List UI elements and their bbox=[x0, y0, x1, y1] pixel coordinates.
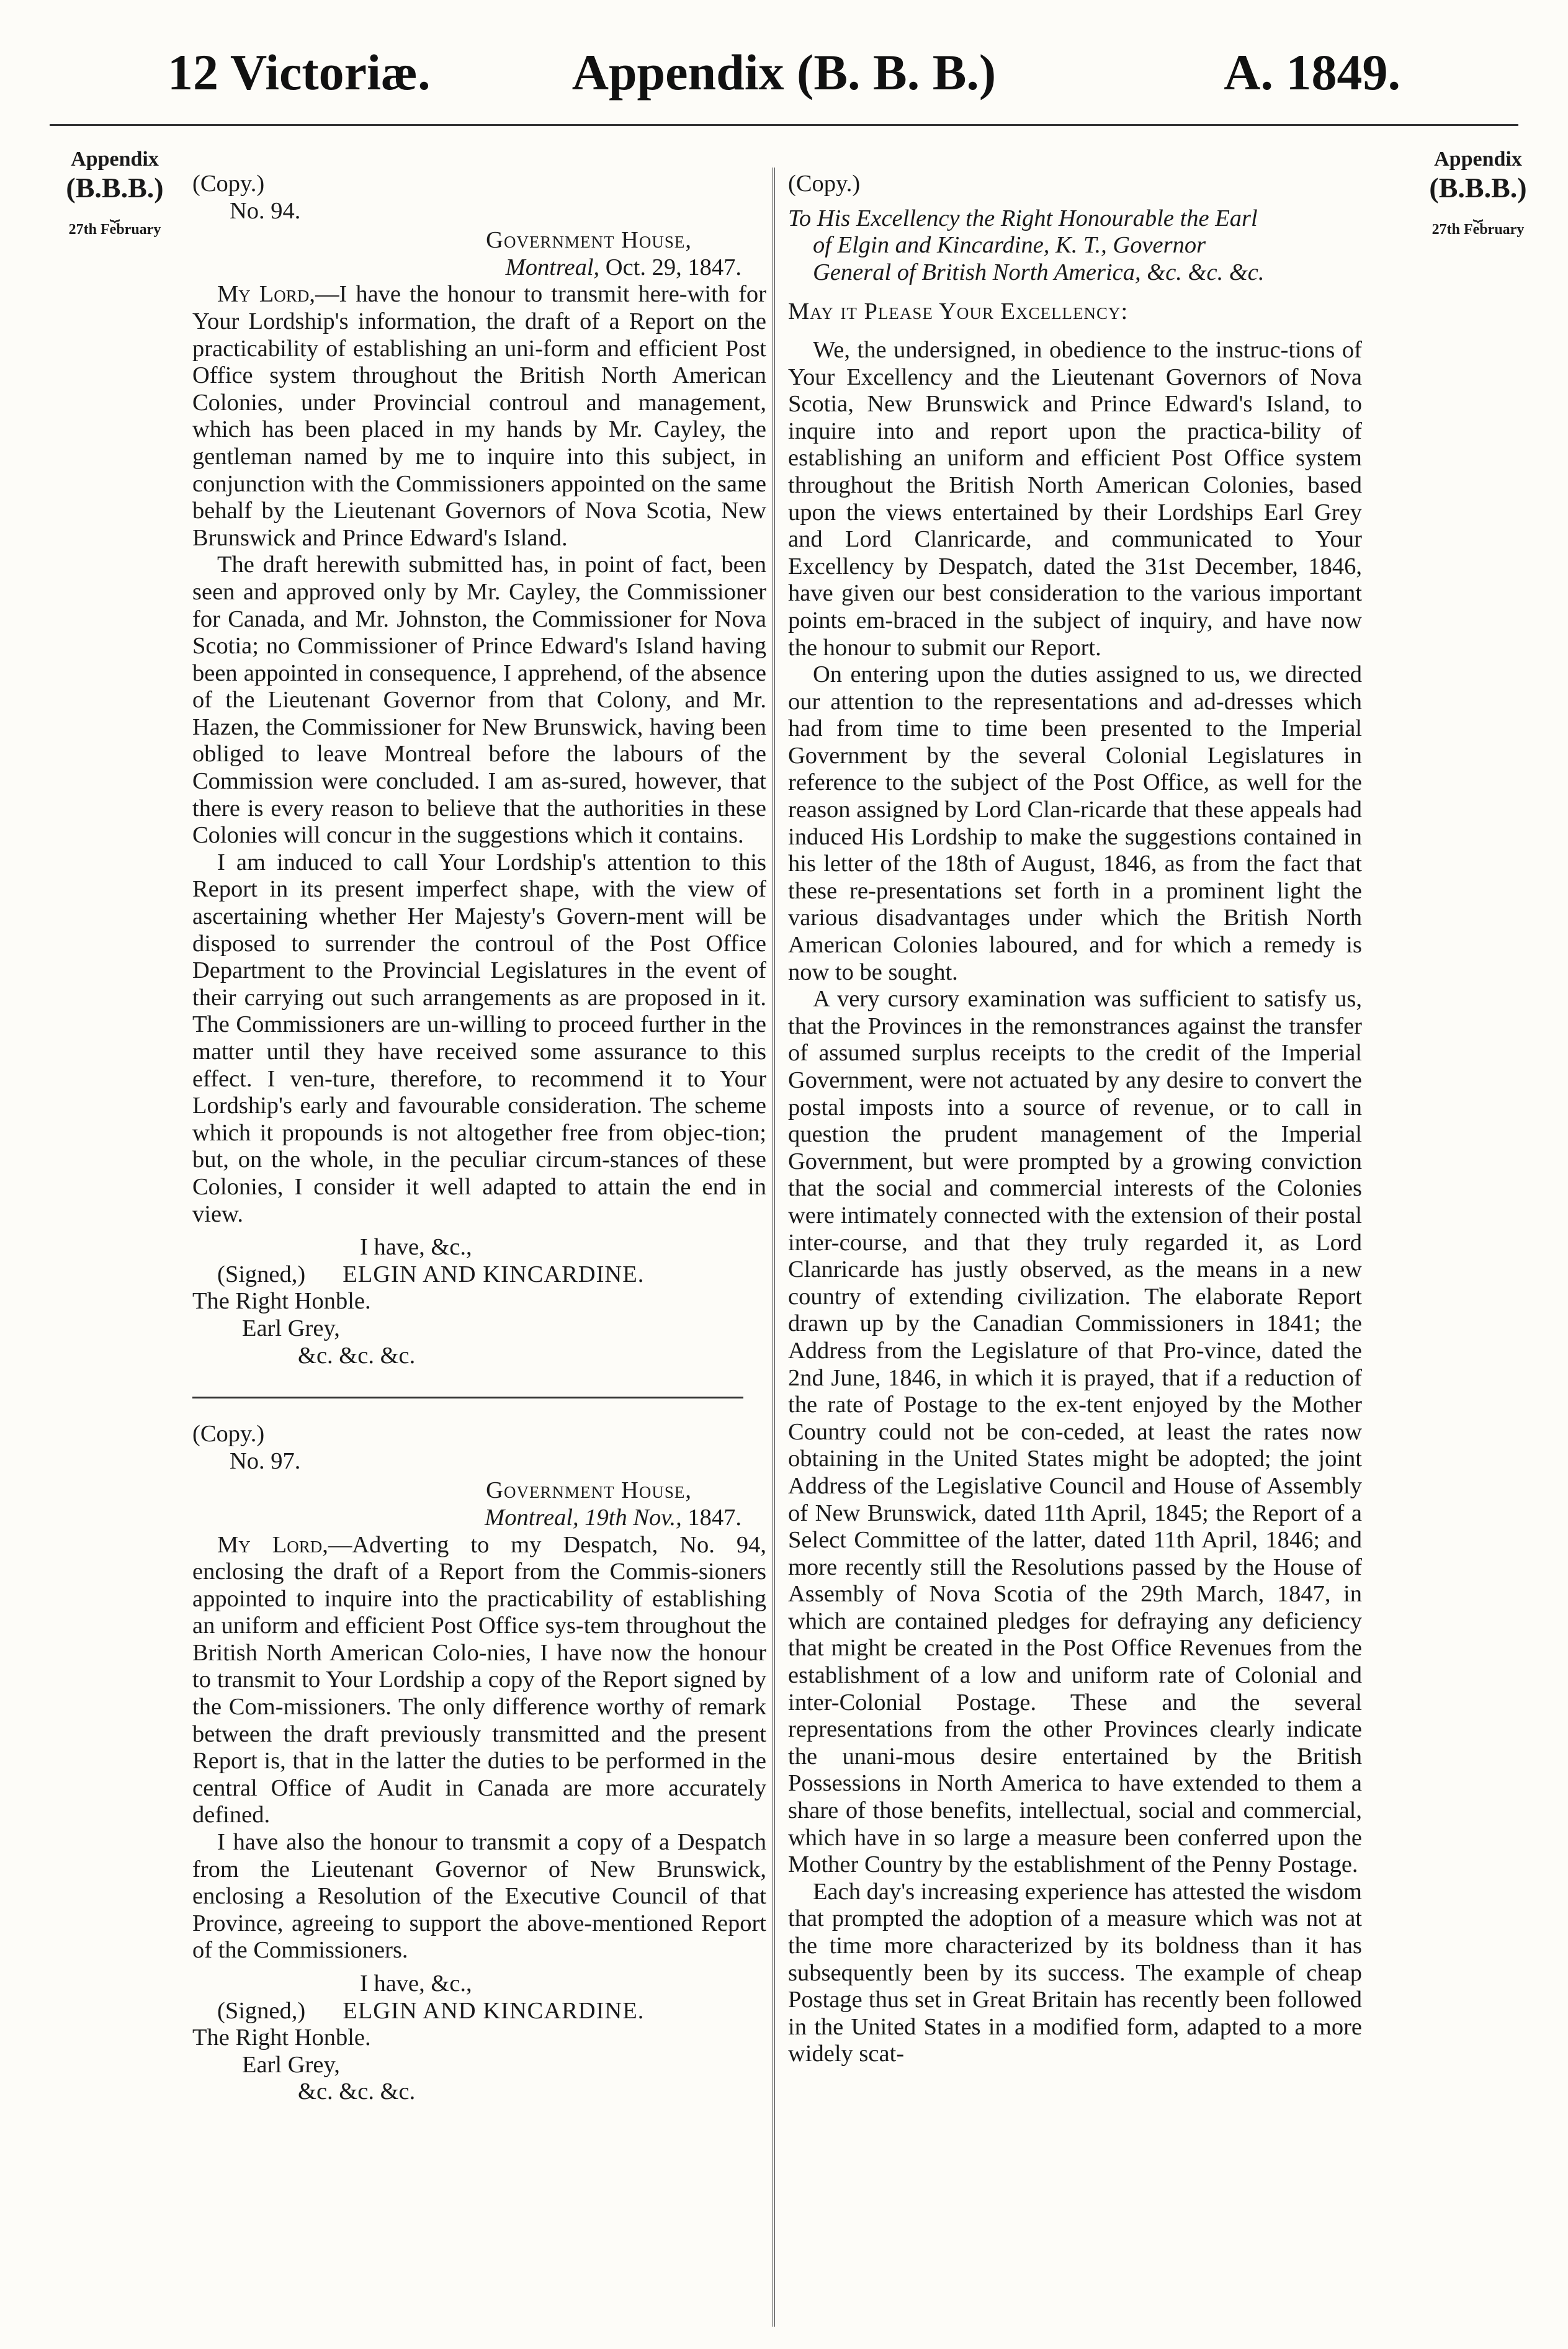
margin-brace-icon: ⏟ bbox=[1472, 203, 1484, 222]
addressee-line: &c. &c. &c. bbox=[298, 1342, 416, 1369]
paragraph: I have also the honour to transmit a copy of a Despatch from the Lieutenant Governor of New Brunswick, enclosing a Resolution of the Executive Council of that Province, agreeing to support the above-mentioned Report of the Commissioners. bbox=[192, 1829, 766, 1964]
right-column bbox=[788, 171, 1362, 2068]
margin-appendix-label: Appendix bbox=[1434, 148, 1522, 171]
salutation: My Lord, bbox=[217, 281, 315, 308]
despatch-97 bbox=[192, 1421, 766, 2106]
margin-date: 27th February bbox=[1431, 221, 1525, 238]
margin-date: 27th February bbox=[68, 221, 161, 238]
addressee-line: The Right Honble. bbox=[192, 2025, 371, 2051]
sender-address: Government House, bbox=[486, 1477, 692, 1504]
section-rule bbox=[192, 1397, 743, 1398]
header-appendix-title: Appendix (B. B. B.) bbox=[571, 44, 997, 101]
salutation: May it Please Your Excellency: bbox=[788, 298, 1129, 325]
margin-note-left bbox=[50, 148, 180, 238]
copy-label: (Copy.) bbox=[192, 171, 265, 197]
letter-date: Montreal, Oct. 29, 1847. bbox=[505, 254, 741, 280]
signature-line: (Signed,) ELGIN AND KINCARDINE. bbox=[217, 1997, 645, 2024]
paragraph: Each day's increasing experience has attested the wisdom that prompted the adoption of a measure which was not at the time more characterized by its boldness than it has subsequently been by its success. The example of cheap Postage thus set in Great Britain has recently been followed in the United States in a modified form, adapted to a more widely scat- bbox=[788, 1878, 1362, 2067]
column-divider bbox=[773, 168, 775, 2327]
margin-brace-icon: ⏟ bbox=[109, 203, 120, 222]
addressee-line: &c. &c. &c. bbox=[298, 2078, 416, 2105]
left-column bbox=[192, 171, 766, 2106]
addressee-line: Earl Grey, bbox=[242, 1315, 340, 1341]
sender-address: Government House, bbox=[486, 227, 692, 254]
signature-line: (Signed,) ELGIN AND KINCARDINE. bbox=[217, 1261, 645, 1287]
paragraph: A very cursory examination was sufficient to satisfy us, that the Provinces in the remonstrances against the transfer of assumed surplus receipts to the credit of the Imperial Government, were not actuated by any desire to convert the postal imposts into a source of revenue, or to call in question the prudent management of the Imperial Government, but were prompted by a growing conviction that the social and commercial interests of the Colonies were intimately connected with the extension of their postal inter-course, and that they truly regarded it, as Lord Clanricarde has justly observed, as the means in a new country of extending civilization. The elaborate Report drawn up by the Canadian Commissioners in 1841; the Address from the Legislature of that Pro-vince, dated the 2nd June, 1846, in which it is prayed, that if a reduction of the rate of Postage to the ex-tent enjoyed by the Mother Country could not be con-ceded, at least the rates now obtaining in the United States might be adopted; the joint Address of the Legislative Council and House of Assembly of New Brunswick, dated 11th April, 1845; the Report of a Select Committee of the latter, dated 11th April, 1846; and more recently still the Resolutions passed by the House of Assembly of Nova Scotia of the 29th March, 1847, in which are contained pledges for defraying any deficiency that might be created in the Post Office Revenues from the establishment of a low and uniform rate of Colonial and inter-Colonial Postage. These and the several representations from the other Provinces clearly indicate the unani-mous desire entertained by the British Possessions in North America to have extended to them a share of those benefits, intellectual, social and commercial, which have in so large a measure been conferred upon the Mother Country by the establishment of the Penny Postage. bbox=[788, 986, 1362, 1878]
letter-date: Montreal, 19th Nov., 1847. bbox=[485, 1504, 741, 1531]
salutation: My Lord, bbox=[217, 1531, 328, 1558]
despatch-number: No. 97. bbox=[230, 1447, 301, 1474]
margin-note-right bbox=[1413, 148, 1543, 238]
paragraph: My Lord,—Adverting to my Despatch, No. 94, enclosing the draft of a Report from the Commis-sioners appointed to inquire into the practicability of establishing an uniform and efficient Post Office sys-tem throughout the British North American Colo-nies, I have now the honour to transmit to Your Lordship a copy of the Report signed by the Com-missioners. The only difference worthy of remark between the draft previously transmitted and the present Report is, that in the latter the duties to be performed in the central Office of Audit in Canada are more accurately defined. bbox=[192, 1531, 766, 1828]
despatch-94 bbox=[192, 171, 766, 1369]
margin-appendix-code: (B.B.B.) bbox=[66, 172, 164, 204]
header-regnal-year: 12 Victoriæ. bbox=[168, 44, 431, 101]
report-addressee: To His Excellency the Right Honourable the Earl of Elgin and Kincardine, K. T., Governor General of British North America, &c. &c. &c. bbox=[788, 205, 1265, 285]
copy-label: (Copy.) bbox=[192, 1421, 265, 1447]
paragraph: On entering upon the duties assigned to us, we directed our attention to the representations and ad-dresses which had from time to time been presented to the Imperial Government by the several Colonial Legislatures in reference to the subject of the Post Office, as well for the reason assigned by Lord Clan-ricarde that these appeals had induced His Lordship to make the suggestions contained in his letter of the 18th of August, 1846, as from the fact that these re-presentations set forth in a prominent light the various disadvantages under which the British North American Colonies laboured, and for which a remedy is now to be sought. bbox=[788, 661, 1362, 985]
complimentary-close: I have, &c., bbox=[360, 1234, 472, 1261]
margin-appendix-label: Appendix bbox=[71, 148, 159, 171]
header-year: A. 1849. bbox=[1224, 44, 1400, 101]
signer-name: ELGIN AND KINCARDINE. bbox=[343, 1997, 645, 2024]
despatch-number: No. 94. bbox=[230, 197, 301, 224]
paragraph: The draft herewith submitted has, in point of fact, been seen and approved only by Mr. Cayley, the Commissioner for Canada, and Mr. Johnston, the Commissioner for Nova Scotia; no Commissioner of Prince Edward's Island having been appointed in consequence, I apprehend, of the absence of the Lieutenant Governor from that Colony, and Mr. Hazen, the Commissioner for New Brunswick, having been obliged to leave Montreal before the labours of the Commission were concluded. I am as-sured, however, that there is every reason to believe that the authorities in these Colonies will concur in the suggestions which it contains. bbox=[192, 552, 766, 849]
margin-appendix-code: (B.B.B.) bbox=[1429, 172, 1527, 204]
page-header bbox=[168, 43, 1400, 112]
header-rule bbox=[50, 124, 1518, 126]
paragraph: I am induced to call Your Lordship's attention to this Report in its present imperfect shape, with the view of ascertaining whether Her Majesty's Govern-ment will be disposed to surrender the controul of the Post Office Department to the Provincial Legislatures in the event of their carrying out such arrangements as are proposed in it. The Commissioners are un-willing to proceed further in the matter until they have received some assurance to this effect. I ven-ture, therefore, to recommend it to Your Lordship's early and favourable consideration. The scheme which it propounds is not altogether free from objec-tion; but, on the whole, in the peculiar circum-stances of these Colonies, I consider it well adapted to attain the end in view. bbox=[192, 849, 766, 1227]
addressee-line: The Right Honble. bbox=[192, 1288, 371, 1315]
addressee-line: Earl Grey, bbox=[242, 2051, 340, 2078]
paragraph: We, the undersigned, in obedience to the instruc-tions of Your Excellency and the Lieutenant Governors of Nova Scotia, New Brunswick and Prince Edward's Island, to inquire into and report upon the practica-bility of establishing an uniform and efficient Post Office system throughout the British North American Colonies, based upon the views entertained by their Lordships Earl Grey and Lord Clanricarde, and communicated to Your Excellency by Despatch, dated the 31st December, 1846, have given our best consideration to the various important points em-braced in the subject of inquiry, and have now the honour to submit our Report. bbox=[788, 336, 1362, 661]
copy-label: (Copy.) bbox=[788, 171, 861, 197]
signer-name: ELGIN AND KINCARDINE. bbox=[343, 1261, 645, 1287]
paragraph: My Lord,—I have the honour to transmit here-with for Your Lordship's information, the draft of a Report on the practicability of establishing an uni-form and efficient Post Office system throughout the British North American Colonies, under Provincial controul and management, which has been placed in my hands by Mr. Cayley, the gentleman named by me to inquire into this subject, in conjunction with the Commissioners appointed on the same behalf by the Lieutenant Governors of Nova Scotia, New Brunswick and Prince Edward's Island. bbox=[192, 281, 766, 551]
complimentary-close: I have, &c., bbox=[360, 1971, 472, 1997]
